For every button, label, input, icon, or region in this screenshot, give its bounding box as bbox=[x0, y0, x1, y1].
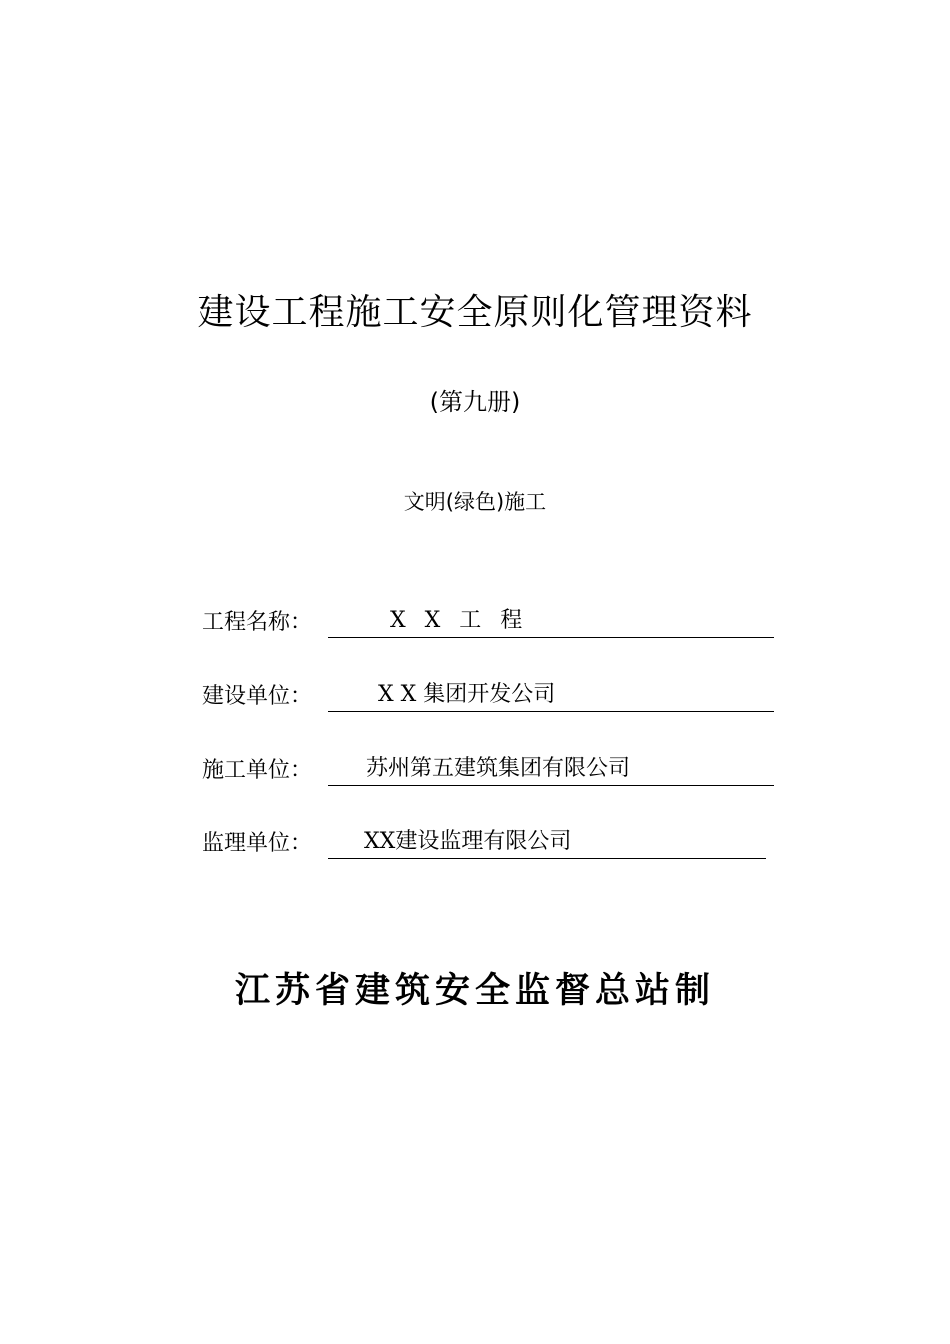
developer-label: 建设单位： bbox=[202, 684, 313, 709]
supervisor-field bbox=[202, 823, 766, 859]
developer-underline bbox=[328, 682, 774, 712]
document-subtitle: 文明(绿色)施工 bbox=[403, 490, 547, 514]
contractor-label: 施工单位： bbox=[202, 758, 313, 783]
volume-number: (第九册) bbox=[429, 388, 521, 416]
issuing-authority: 江苏省建筑安全监督总站制 bbox=[234, 971, 715, 1011]
project-name-label: 工程名称： bbox=[202, 610, 313, 635]
project-name-underline bbox=[328, 608, 774, 638]
developer-field bbox=[202, 676, 774, 712]
supervisor-underline bbox=[328, 829, 766, 859]
developer-value: X X 集团开发公司 bbox=[378, 682, 556, 707]
contractor-value: 苏州第五建筑集团有限公司 bbox=[366, 756, 631, 781]
supervisor-label: 监理单位： bbox=[202, 831, 313, 856]
contractor-underline bbox=[328, 756, 774, 786]
supervisor-value: XX建设监理有限公司 bbox=[364, 829, 572, 854]
document-title: 建设工程施工安全原则化管理资料 bbox=[197, 292, 753, 333]
project-name-field bbox=[202, 602, 774, 638]
contractor-field bbox=[202, 750, 774, 786]
project-name-value: X X 工 程 bbox=[390, 608, 529, 633]
